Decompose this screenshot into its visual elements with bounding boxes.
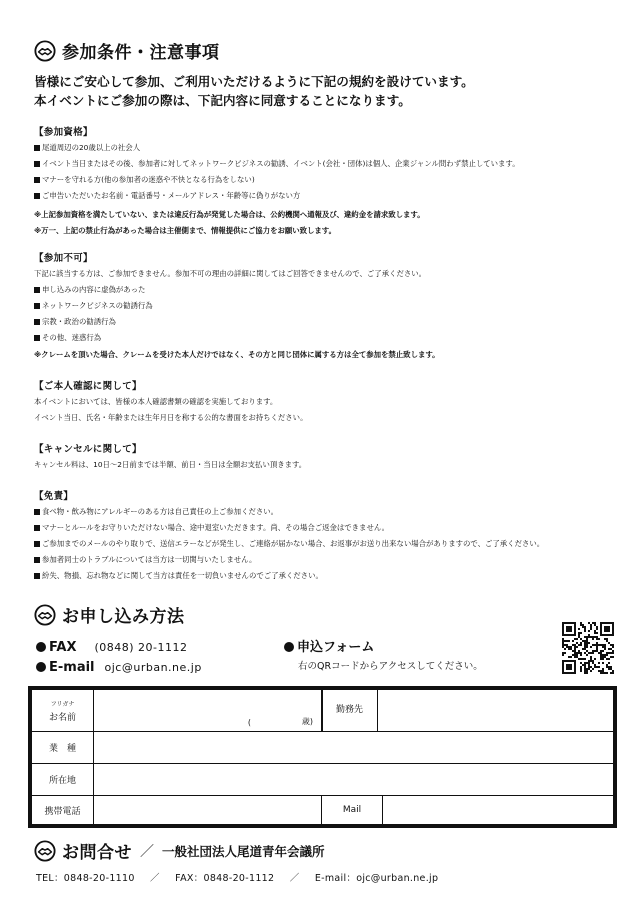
form-label: 申込フォーム bbox=[297, 640, 375, 655]
section-title: 【ご本人確認に関して】 bbox=[34, 381, 142, 392]
section-eligibility bbox=[34, 124, 520, 236]
application-form bbox=[28, 686, 617, 828]
list-item: ご参加までのメールのやり取りで、送信エラーなどが発生し、ご連絡が届かない場合、お返事がお送り出来ない場合がありますので、ご了承ください。 bbox=[34, 538, 544, 549]
email-row bbox=[36, 656, 202, 675]
list-item: イベント当日またはその後、参加者に対してネットワークビジネスの勧誘、イベント(会社・団体)は個人、企業ジャンル問わず禁止しています。 bbox=[34, 158, 520, 169]
list-item: 宗教・政治の勧誘行為 bbox=[34, 316, 440, 327]
apply-title: お申し込み方法 bbox=[62, 607, 185, 627]
apply-header bbox=[34, 602, 185, 627]
section-title: 【参加資格】 bbox=[34, 127, 93, 138]
square-bullet-icon bbox=[34, 177, 40, 183]
fax-label: FAX bbox=[49, 640, 77, 655]
section-title: 【参加不可】 bbox=[34, 253, 93, 264]
text-line: イベント当日、氏名・年齢または生年月日を称する公的な書面をお持ちください。 bbox=[34, 413, 308, 422]
bullet-dot-icon bbox=[284, 642, 294, 652]
fax-row bbox=[36, 636, 188, 655]
square-bullet-icon bbox=[34, 193, 40, 199]
email-address[interactable]: ojc@urban.ne.jp bbox=[104, 661, 202, 674]
square-bullet-icon bbox=[34, 541, 40, 547]
age-label: 歳) bbox=[301, 717, 313, 726]
list-item: ご申告いただいたお名前・電話番号・メールアドレス・年齢等に偽りがない方 bbox=[34, 190, 520, 201]
industry-field[interactable] bbox=[94, 732, 614, 764]
mail-label: Mail bbox=[322, 796, 383, 824]
bullet-dot-icon bbox=[36, 662, 46, 672]
square-bullet-icon bbox=[34, 319, 40, 325]
list-item: 尾道周辺の20歳以上の社会人 bbox=[34, 142, 520, 153]
conditions-title: 参加条件・注意事項 bbox=[62, 43, 220, 63]
mail-cell bbox=[322, 796, 614, 825]
fax-number: (0848) 20-1112 bbox=[94, 641, 188, 654]
qr-code-icon[interactable] bbox=[562, 622, 614, 674]
list-item: マナーを守れる方(他の参加者の迷惑や不快となる行為をしない) bbox=[34, 174, 520, 185]
contact-tel: TEL：0848-20-1110 bbox=[36, 873, 135, 884]
contact-header bbox=[34, 838, 325, 863]
square-bullet-icon bbox=[34, 161, 40, 167]
industry-label: 業 種 bbox=[32, 732, 94, 764]
age-open-paren: ( bbox=[247, 718, 251, 727]
phone-label: 携帯電話 bbox=[32, 796, 94, 825]
separator: ／ bbox=[289, 873, 300, 884]
contact-details bbox=[36, 870, 438, 884]
furigana-label: フリガナ bbox=[50, 700, 75, 708]
contact-title: お問合せ bbox=[62, 843, 132, 863]
list-item: 参加者同士のトラブルについては当方は一切関与いたしません。 bbox=[34, 554, 544, 565]
square-bullet-icon bbox=[34, 525, 40, 531]
list-item: ネットワークビジネスの勧誘行為 bbox=[34, 300, 440, 311]
intro-line: 皆様にご安心して参加、ご利用いただけるように下記の規約を設けています。 bbox=[34, 74, 474, 89]
contact-fax: FAX：0848-20-1112 bbox=[175, 873, 275, 884]
text-line: キャンセル料は、10日～2日前までは半額、前日・当日は全額お支払い頂きます。 bbox=[34, 460, 307, 469]
list-item: その他、迷惑行為 bbox=[34, 332, 440, 343]
bullet-dot-icon bbox=[36, 642, 46, 652]
separator: ／ bbox=[150, 873, 160, 884]
workplace-cell bbox=[322, 690, 614, 732]
square-bullet-icon bbox=[34, 145, 40, 151]
note: ※上記参加資格を満たしていない、または違反行為が発覚した場合は、公約機関へ通報及び、違約金を請求致します。 bbox=[34, 210, 425, 219]
list-item: 食べ物・飲み物にアレルギーのある方は自己責任の上ご参加ください。 bbox=[34, 506, 544, 517]
note: ※万一、上記の禁止行為があった場合は主催側まで、情報提供にご協力をお願い致します。 bbox=[34, 226, 337, 235]
section-lead: 下記に該当する方は、ご参加できません。参加不可の理由の詳細に関してはご回答できませんので、ご了承ください。 bbox=[34, 269, 427, 278]
handshake-icon bbox=[34, 40, 56, 62]
square-bullet-icon bbox=[34, 287, 40, 293]
list-item: 申し込みの内容に虚偽があった bbox=[34, 284, 440, 295]
address-field[interactable] bbox=[94, 764, 614, 796]
email-label: E-mail bbox=[49, 660, 95, 675]
name-field[interactable] bbox=[94, 690, 322, 732]
handshake-icon bbox=[34, 604, 56, 626]
conditions-header bbox=[34, 38, 220, 63]
list-item: マナーとルールをお守りいただけない場合、途中退室いただきます。尚、その場合ご返金はできません。 bbox=[34, 522, 544, 533]
square-bullet-icon bbox=[34, 509, 40, 515]
section-identity bbox=[34, 378, 307, 423]
address-label: 所在地 bbox=[32, 764, 94, 796]
square-bullet-icon bbox=[34, 573, 40, 579]
name-label: お名前 bbox=[48, 712, 76, 723]
section-disclaimer bbox=[34, 488, 544, 581]
form-note: 右のQRコードからアクセスしてください。 bbox=[298, 661, 483, 672]
phone-field[interactable] bbox=[94, 796, 322, 825]
list-item: 紛失、物損、忘れ物などに関して当方は責任を一切負いませんのでご了承ください。 bbox=[34, 570, 544, 581]
handshake-icon bbox=[34, 840, 56, 862]
square-bullet-icon bbox=[34, 557, 40, 563]
note: ※クレームを頂いた場合、クレームを受けた本人だけではなく、その方と同じ団体に属する方は全て参加を禁止致します。 bbox=[34, 350, 440, 359]
text-line: 本イベントにおいては、皆様の本人確認書類の確認を実施しております。 bbox=[34, 397, 278, 406]
separator: ／ bbox=[140, 843, 154, 860]
conditions-intro bbox=[34, 72, 474, 110]
name-label-cell bbox=[32, 690, 94, 732]
form-row bbox=[284, 636, 374, 655]
workplace-label: 勤務先 bbox=[322, 690, 378, 731]
square-bullet-icon bbox=[34, 335, 40, 341]
intro-line: 本イベントにご参加の際は、下記内容に同意することになります。 bbox=[34, 93, 411, 108]
square-bullet-icon bbox=[34, 303, 40, 309]
organization-name: 一般社団法人尾道青年会議所 bbox=[162, 843, 325, 859]
contact-email[interactable]: E-mail：ojc@urban.ne.jp bbox=[314, 873, 439, 884]
section-title: 【キャンセルに関して】 bbox=[34, 444, 142, 455]
section-not-allowed bbox=[34, 250, 440, 360]
section-title: 【免責】 bbox=[34, 491, 74, 502]
section-cancel bbox=[34, 441, 306, 470]
